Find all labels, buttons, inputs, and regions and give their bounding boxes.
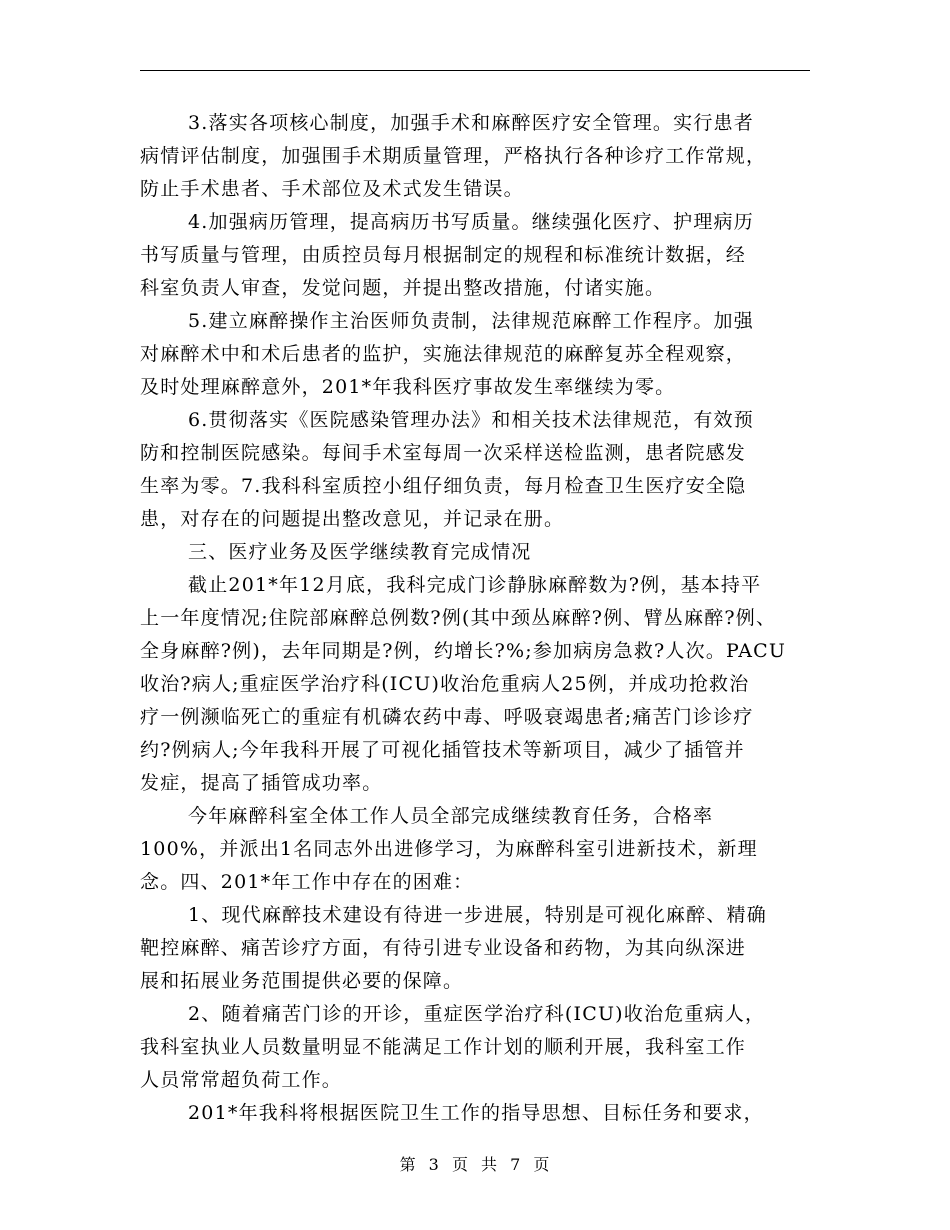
- text-line: 病情评估制度，加强围手术期质量管理，严格执行各种诊疗工作常规，: [140, 145, 767, 167]
- text-line: 防和控制医院感染。每间手术室每周一次采样送检监测，患者院感发: [140, 442, 747, 464]
- text-line: 5.建立麻醉操作主治医师负责制，法律规范麻醉工作程序。加强: [188, 310, 754, 332]
- paragraph-4: [140, 404, 820, 536]
- text-line: 收治?病人;重症医学治疗科(ICU)收治危重病人25例，并成功抢救治: [140, 673, 750, 695]
- text-line: 人员常常超负荷工作。: [140, 1069, 343, 1091]
- paragraph-6: [140, 800, 820, 899]
- text-line: 念。四、201*年工作中存在的困难：: [140, 871, 474, 893]
- header-rule: [140, 70, 810, 71]
- text-line: 疗一例濒临死亡的重症有机磷农药中毒、呼吸衰竭患者;痛苦门诊诊疗: [140, 706, 754, 728]
- page-number-footer: 第 3 页 共 7 页: [399, 1155, 551, 1174]
- paragraph-2: [140, 206, 820, 305]
- text-line: 防止手术患者、手术部位及术式发生错误。: [140, 178, 524, 200]
- text-line: 全身麻醉?例)，去年同期是?例，约增长?%;参加病房急救?人次。PACU: [140, 640, 787, 662]
- paragraph-9: [140, 1097, 820, 1130]
- text-line: 我科室执业人员数量明显不能满足工作计划的顺利开展，我科室工作: [140, 1036, 747, 1058]
- text-line: 截止201*年12月底，我科完成门诊静脉麻醉数为?例，基本持平: [188, 574, 762, 596]
- text-line: 3.落实各项核心制度，加强手术和麻醉医疗安全管理。实行患者: [188, 112, 754, 134]
- paragraph-8: [140, 998, 820, 1097]
- text-line: 100%，并派出1名同志外出进修学习，为麻醉科室引进新技术，新理: [140, 838, 758, 860]
- text-line: 及时处理麻醉意外，201*年我科医疗事故发生率继续为零。: [140, 376, 676, 398]
- paragraph-5: [140, 569, 820, 800]
- paragraph-7: [140, 899, 820, 998]
- text-line: 书写质量与管理，由质控员每月根据制定的规程和标准统计数据，经: [140, 244, 747, 266]
- text-line: 今年麻醉科室全体工作人员全部完成继续教育任务，合格率: [188, 805, 714, 827]
- text-line: 生率为零。7.我科科室质控小组仔细负责，每月检查卫生医疗安全隐: [140, 475, 747, 497]
- section-heading: [140, 536, 820, 569]
- document-body: [140, 107, 820, 1130]
- text-line: 科室负责人审查，发觉问题，并提出整改措施，付诸实施。: [140, 277, 666, 299]
- text-line: 上一年度情况;住院部麻醉总例数?例(其中颈丛麻醉?例、臂丛麻醉?例、: [140, 607, 777, 629]
- paragraph-1: [140, 107, 820, 206]
- text-line: 靶控麻醉、痛苦诊疗方面，有待引进专业设备和药物，为其向纵深进: [140, 937, 747, 959]
- paragraph-3: [140, 305, 820, 404]
- text-line: 三、医疗业务及医学继续教育完成情况: [188, 541, 532, 563]
- text-line: 4.加强病历管理，提高病历书写质量。继续强化医疗、护理病历: [188, 211, 754, 233]
- text-line: 6.贯彻落实《医院感染管理办法》和相关技术法律规范，有效预: [188, 409, 754, 431]
- text-line: 对麻醉术中和术后患者的监护，实施法律规范的麻醉复苏全程观察，: [140, 343, 747, 365]
- text-line: 201*年我科将根据医院卫生工作的指导思想、目标任务和要求，: [188, 1102, 764, 1124]
- text-line: 展和拓展业务范围提供必要的保障。: [140, 970, 464, 992]
- text-line: 患，对存在的问题提出整改意见，并记录在册。: [140, 508, 565, 530]
- text-line: 约?例病人;今年我科开展了可视化插管技术等新项目，减少了插管并: [140, 739, 745, 761]
- text-line: 2、随着痛苦门诊的开诊，重症医学治疗科(ICU)收治危重病人，: [188, 1003, 766, 1025]
- text-line: 1、现代麻醉技术建设有待进一步进展，特别是可视化麻醉、精确: [188, 904, 767, 926]
- text-line: 发症，提高了插管成功率。: [140, 772, 383, 794]
